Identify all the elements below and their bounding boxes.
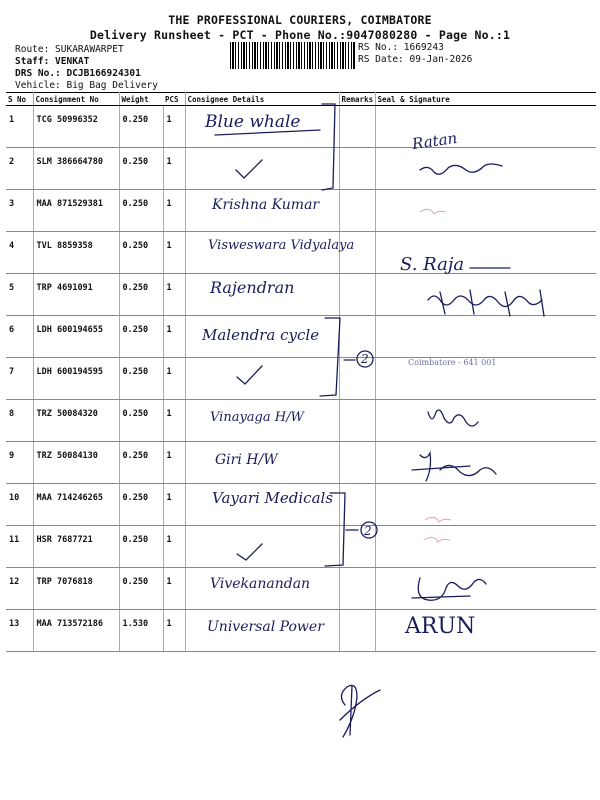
cell-consignment: LDH 600194655 [33,316,119,358]
col-signature: Seal & Signature [375,93,596,106]
col-consignee: Consignee Details [185,93,339,106]
cell-consignment: TRZ 50084130 [33,442,119,484]
cell-weight: 0.250 [119,358,163,400]
cell-pcs: 1 [163,190,185,232]
route-label: Route: SUKARAWARPET [15,44,124,55]
handwritten-consignee: Visweswara Vidyalaya [208,238,355,253]
cell-pcs: 1 [163,484,185,526]
cell-pcs: 1 [163,148,185,190]
cell-sno: 5 [6,274,33,316]
cell-weight: 0.250 [119,190,163,232]
signature-row4: S. Raja [400,254,465,275]
handwritten-consignee: Malendra cycle [202,326,320,344]
cell-pcs: 1 [163,400,185,442]
cell-pcs: 1 [163,274,185,316]
handwritten-consignee: Blue whale [205,112,301,132]
cell-weight: 0.250 [119,232,163,274]
seal-stamp: Coimbatore - 641 001 [408,358,497,367]
cell-pcs: 1 [163,358,185,400]
cell-sno: 3 [6,190,33,232]
vehicle-label: Vehicle: Big Bag Delivery [15,80,158,91]
col-consignment: Consignment No [33,93,119,106]
cell-pcs: 1 [163,232,185,274]
cell-consignment: TRP 7076818 [33,568,119,610]
signature-row2: Ratan [410,128,459,154]
cell-weight: 0.250 [119,568,163,610]
handwritten-consignee: Rajendran [210,278,295,297]
cell-pcs: 1 [163,568,185,610]
cell-sno: 4 [6,232,33,274]
cell-sno: 2 [6,148,33,190]
col-weight: Weight [119,93,163,106]
signature-row13: ARUN [405,614,476,639]
cell-pcs: 1 [163,442,185,484]
cell-sno: 6 [6,316,33,358]
drs-label: DRS No.: DCJB166924301 [15,68,141,79]
cell-weight: 0.250 [119,274,163,316]
cell-consignment: SLM 386664780 [33,148,119,190]
cell-consignment: TCG 50996352 [33,106,119,148]
cell-sno: 9 [6,442,33,484]
col-sno: S No [6,93,33,106]
cell-consignment: LDH 600194595 [33,358,119,400]
remark-count: 2 [364,524,372,538]
cell-weight: 0.250 [119,400,163,442]
cell-sno: 8 [6,400,33,442]
handwritten-consignee: Vayari Medicals [212,489,334,507]
cell-weight: 0.250 [119,526,163,568]
cell-consignment: TVL 8859358 [33,232,119,274]
tick-mark [237,366,262,384]
col-remarks: Remarks [339,93,375,106]
cell-weight: 0.250 [119,442,163,484]
cell-sno: 7 [6,358,33,400]
cell-weight: 1.530 [119,610,163,652]
rs-date: RS Date: 09-Jan-2026 [358,54,473,65]
rs-number: RS No.: 1669243 [358,42,444,53]
cell-weight: 0.250 [119,148,163,190]
cell-consignment: HSR 7687721 [33,526,119,568]
cell-consignment: TRP 4691091 [33,274,119,316]
cell-sno: 11 [6,526,33,568]
cell-consignment: MAA 713572186 [33,610,119,652]
handwritten-consignee: Krishna Kumar [212,197,320,213]
cell-pcs: 1 [163,106,185,148]
cell-sno: 1 [6,106,33,148]
cell-consignment: MAA 871529381 [33,190,119,232]
tick-mark [237,544,262,560]
runsheet-subtitle: Delivery Runsheet - PCT - Phone No.:9047080280 - Page No.:1 [89,28,511,42]
company-title: THE PROFESSIONAL COURIERS, COIMBATORE [168,13,432,27]
tick-mark [236,160,262,178]
cell-sno: 12 [6,568,33,610]
handwritten-consignee: Vinayaga H/W [210,410,304,425]
handwritten-consignee: Giri H/W [215,452,278,468]
cell-pcs: 1 [163,610,185,652]
cell-weight: 0.250 [119,316,163,358]
staff-label: Staff: VENKAT [15,56,90,67]
cell-weight: 0.250 [119,106,163,148]
cell-pcs: 1 [163,526,185,568]
cell-sno: 10 [6,484,33,526]
cell-pcs: 1 [163,316,185,358]
remark-count: 2 [361,352,369,366]
col-pcs: PCS [163,93,185,106]
cell-weight: 0.250 [119,484,163,526]
cell-consignment: TRZ 50084320 [33,400,119,442]
handwritten-consignee: Vivekanandan [210,576,311,592]
cell-consignment: MAA 714246265 [33,484,119,526]
handwritten-consignee: Universal Power [207,619,324,635]
cell-sno: 13 [6,610,33,652]
